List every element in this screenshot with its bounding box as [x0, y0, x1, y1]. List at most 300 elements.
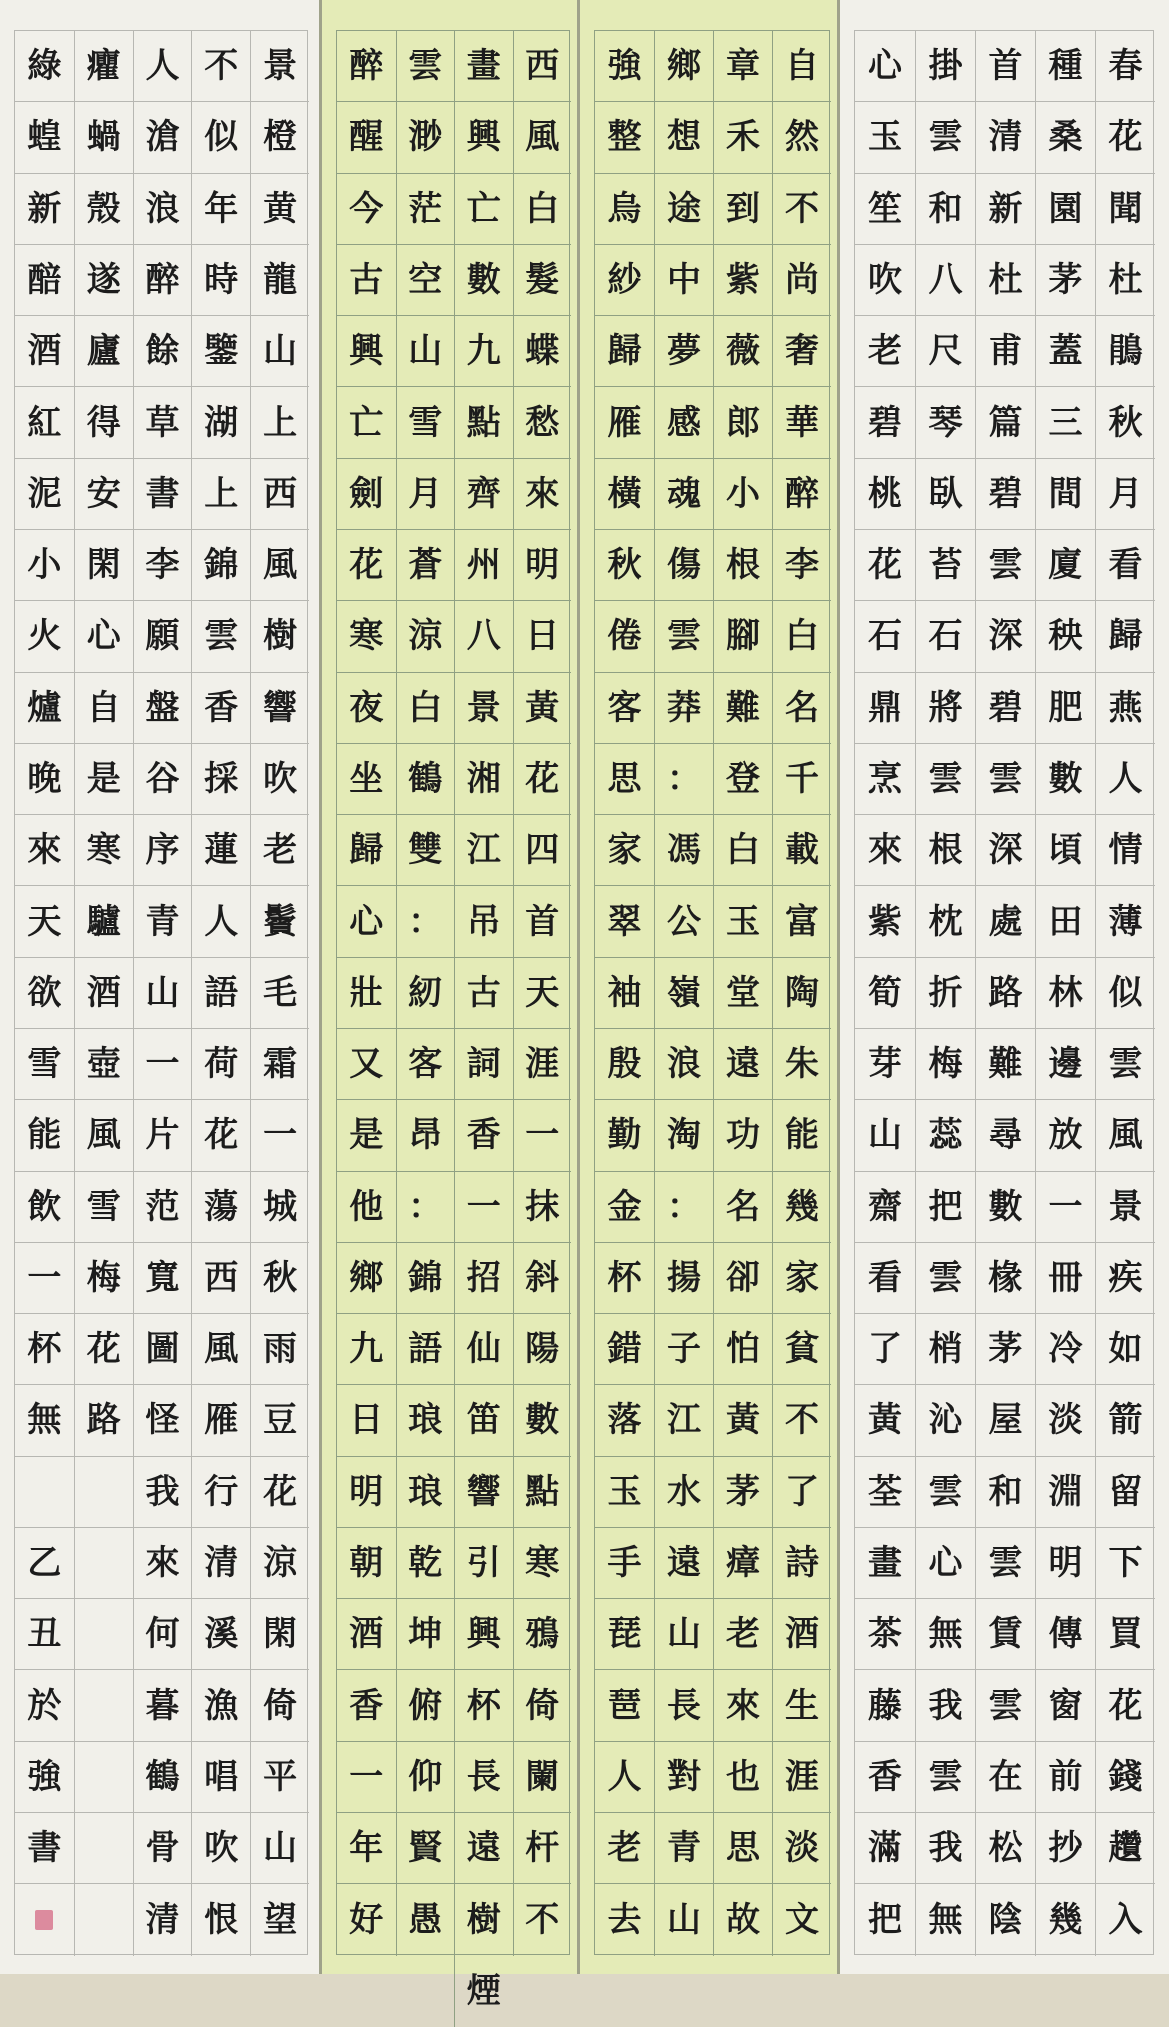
- character-cell: 無: [915, 1884, 975, 1955]
- character-cell: 家: [595, 815, 654, 886]
- character-cell: 鴉: [513, 1599, 572, 1670]
- character-cell: [74, 1457, 133, 1528]
- character-cell: 雲: [975, 530, 1035, 601]
- character-cell: 丑: [15, 1599, 74, 1670]
- character-cell: 桃: [855, 459, 915, 530]
- character-cell: 如: [1095, 1314, 1155, 1385]
- character-cell: 日: [513, 601, 572, 672]
- character-cell: 間: [1035, 459, 1095, 530]
- character-cell: 范: [133, 1172, 192, 1243]
- character-cell: 吹: [250, 744, 309, 815]
- character-cell: 心: [74, 601, 133, 672]
- character-cell: 酒: [772, 1599, 831, 1670]
- character-cell: ：: [654, 744, 713, 815]
- character-cell: 涼: [396, 601, 455, 672]
- character-cell: 山: [133, 958, 192, 1029]
- character-cell: 我: [133, 1457, 192, 1528]
- character-cell: 無: [915, 1599, 975, 1670]
- character-cell: 疾: [1095, 1243, 1155, 1314]
- character-cell: 歸: [1095, 601, 1155, 672]
- character-cell: 秋: [595, 530, 654, 601]
- character-cell: 茫: [396, 174, 455, 245]
- character-cell: 功: [713, 1100, 772, 1171]
- character-cell: 故: [713, 1884, 772, 1955]
- character-cell: 和: [915, 174, 975, 245]
- character-cell: 水: [654, 1457, 713, 1528]
- character-cell: 浪: [654, 1029, 713, 1100]
- character-cell: 荷: [191, 1029, 250, 1100]
- character-cell: 傷: [654, 530, 713, 601]
- character-cell: [74, 1528, 133, 1599]
- character-cell: 一: [454, 1172, 513, 1243]
- character-cell: 將: [915, 673, 975, 744]
- character-cell: 白: [772, 601, 831, 672]
- character-cell: 到: [713, 174, 772, 245]
- character-cell: 點: [454, 387, 513, 458]
- character-cell: 在: [975, 1742, 1035, 1813]
- character-cell: 闌: [513, 1742, 572, 1813]
- character-cell: 山: [855, 1100, 915, 1171]
- character-cell: 欲: [15, 958, 74, 1029]
- character-cell: 天: [513, 958, 572, 1029]
- character-cell: 香: [454, 1100, 513, 1171]
- character-cell: ：: [396, 886, 455, 957]
- character-cell: 年: [337, 1813, 396, 1884]
- character-cell: 心: [337, 886, 396, 957]
- character-cell: 是: [337, 1100, 396, 1171]
- character-cell: 雲: [915, 1243, 975, 1314]
- character-cell: 月: [396, 459, 455, 530]
- character-cell: 梢: [915, 1314, 975, 1385]
- character-cell: 渺: [396, 102, 455, 173]
- character-cell: 一: [337, 1742, 396, 1813]
- text-column: [133, 31, 192, 1956]
- character-cell: 石: [855, 601, 915, 672]
- character-cell: 傳: [1035, 1599, 1095, 1670]
- character-cell: 書: [133, 459, 192, 530]
- character-cell: 杯: [595, 1243, 654, 1314]
- character-cell: 尚: [772, 245, 831, 316]
- character-cell: 亡: [454, 174, 513, 245]
- character-cell: 平: [250, 1742, 309, 1813]
- character-cell: 首: [975, 31, 1035, 102]
- text-column: [772, 31, 831, 1956]
- character-cell: 詩: [772, 1528, 831, 1599]
- character-cell: 首: [513, 886, 572, 957]
- character-cell: 雲: [975, 744, 1035, 815]
- character-cell: 長: [454, 1742, 513, 1813]
- character-cell: 紅: [15, 387, 74, 458]
- character-cell: 湖: [191, 387, 250, 458]
- character-cell: 窗: [1035, 1670, 1095, 1741]
- character-cell: 和: [975, 1457, 1035, 1528]
- character-cell: 雙: [396, 815, 455, 886]
- character-cell: 山: [654, 1599, 713, 1670]
- character-cell: 書: [15, 1813, 74, 1884]
- character-cell: 又: [337, 1029, 396, 1100]
- character-cell: 我: [915, 1670, 975, 1741]
- character-cell: 抹: [513, 1172, 572, 1243]
- character-cell: 入: [1095, 1884, 1155, 1955]
- character-cell: 興: [454, 102, 513, 173]
- character-cell: 人: [133, 31, 192, 102]
- character-cell: 乾: [396, 1528, 455, 1599]
- text-column: [250, 31, 309, 1956]
- character-cell: 賢: [396, 1813, 455, 1884]
- character-cell: 草: [133, 387, 192, 458]
- character-cell: [74, 1670, 133, 1741]
- panel-3: [580, 0, 840, 1974]
- character-cell: 殼: [74, 174, 133, 245]
- character-cell: 滿: [855, 1813, 915, 1884]
- text-column: [1035, 31, 1095, 1956]
- character-cell: 亡: [337, 387, 396, 458]
- character-cell: 自: [74, 673, 133, 744]
- character-cell: 桑: [1035, 102, 1095, 173]
- character-cell: 富: [772, 886, 831, 957]
- character-cell: 秧: [1035, 601, 1095, 672]
- text-column: [337, 31, 396, 1956]
- character-cell: 對: [654, 1742, 713, 1813]
- character-cell: 片: [133, 1100, 192, 1171]
- character-cell: 魂: [654, 459, 713, 530]
- character-cell: 數: [513, 1385, 572, 1456]
- character-cell: 甫: [975, 316, 1035, 387]
- character-cell: 烹: [855, 744, 915, 815]
- character-cell: 黃: [513, 673, 572, 744]
- character-cell: 芽: [855, 1029, 915, 1100]
- character-cell: 林: [1035, 958, 1095, 1029]
- character-cell: 劍: [337, 459, 396, 530]
- character-cell: 長: [654, 1670, 713, 1741]
- character-cell: 心: [855, 31, 915, 102]
- character-cell: 似: [1095, 958, 1155, 1029]
- character-cell: 荃: [855, 1457, 915, 1528]
- character-cell: 鑒: [191, 316, 250, 387]
- character-cell: [74, 1742, 133, 1813]
- character-cell: 思: [595, 744, 654, 815]
- character-cell: 幾: [1035, 1884, 1095, 1955]
- character-cell: 上: [191, 459, 250, 530]
- character-cell: 淵: [1035, 1457, 1095, 1528]
- character-cell: 放: [1035, 1100, 1095, 1171]
- character-cell: 能: [772, 1100, 831, 1171]
- text-column: [191, 31, 250, 1956]
- character-cell: 路: [975, 958, 1035, 1029]
- character-cell: 橙: [250, 102, 309, 173]
- character-cell: 雲: [654, 601, 713, 672]
- character-cell: 風: [1095, 1100, 1155, 1171]
- character-cell: 藤: [855, 1670, 915, 1741]
- character-cell: 奢: [772, 316, 831, 387]
- character-cell: 途: [654, 174, 713, 245]
- character-cell: 琅: [396, 1385, 455, 1456]
- character-cell: 袖: [595, 958, 654, 1029]
- character-cell: 風: [74, 1100, 133, 1171]
- character-cell: 香: [855, 1742, 915, 1813]
- character-cell: 閑: [250, 1599, 309, 1670]
- character-cell: 他: [337, 1172, 396, 1243]
- character-cell: 家: [772, 1243, 831, 1314]
- character-cell: 上: [250, 387, 309, 458]
- character-cell: 錦: [191, 530, 250, 601]
- character-cell: 琴: [915, 387, 975, 458]
- character-cell: 秋: [250, 1243, 309, 1314]
- character-cell: 古: [454, 958, 513, 1029]
- character-cell: 望: [250, 1884, 309, 1955]
- character-cell: 子: [654, 1314, 713, 1385]
- character-cell: 壺: [74, 1029, 133, 1100]
- character-cell: 雲: [975, 1670, 1035, 1741]
- character-cell: 冊: [1035, 1243, 1095, 1314]
- character-cell: 屋: [975, 1385, 1035, 1456]
- character-cell: 錢: [1095, 1742, 1155, 1813]
- character-cell: 蝗: [15, 102, 74, 173]
- character-cell: 雨: [250, 1314, 309, 1385]
- character-cell: 中: [654, 245, 713, 316]
- character-cell: 於: [15, 1670, 74, 1741]
- character-cell: 涯: [513, 1029, 572, 1100]
- character-cell: 錦: [396, 1243, 455, 1314]
- character-cell: 把: [915, 1172, 975, 1243]
- character-cell: 壯: [337, 958, 396, 1029]
- text-column: [855, 31, 915, 1956]
- character-cell: 髮: [513, 245, 572, 316]
- text-column: [74, 31, 133, 1956]
- character-cell: 白: [713, 815, 772, 886]
- character-cell: 雲: [1095, 1029, 1155, 1100]
- character-cell: 田: [1035, 886, 1095, 957]
- character-cell: 燕: [1095, 673, 1155, 744]
- character-cell: 響: [250, 673, 309, 744]
- character-cell: 寒: [337, 601, 396, 672]
- character-cell: 畫: [454, 31, 513, 102]
- character-cell: [74, 1884, 133, 1955]
- character-cell: 朱: [772, 1029, 831, 1100]
- character-cell: 江: [654, 1385, 713, 1456]
- character-cell: 州: [454, 530, 513, 601]
- panel-4: [840, 0, 1169, 1974]
- character-cell: 八: [454, 601, 513, 672]
- character-cell: 蒼: [396, 530, 455, 601]
- character-cell: 齋: [855, 1172, 915, 1243]
- character-cell: [15, 1457, 74, 1528]
- character-cell: 琶: [595, 1670, 654, 1741]
- character-cell: 爐: [15, 673, 74, 744]
- character-cell: 筍: [855, 958, 915, 1029]
- character-cell: 看: [1095, 530, 1155, 601]
- character-cell: 癯: [74, 31, 133, 102]
- character-cell: 琵: [595, 1599, 654, 1670]
- character-cell: 涯: [772, 1742, 831, 1813]
- character-cell: 夢: [654, 316, 713, 387]
- character-cell: 聞: [1095, 174, 1155, 245]
- character-cell: 掛: [915, 31, 975, 102]
- character-cell: 強: [595, 31, 654, 102]
- character-cell: 蝸: [74, 102, 133, 173]
- character-cell: 雁: [595, 387, 654, 458]
- character-cell: 心: [915, 1528, 975, 1599]
- character-cell: [74, 1813, 133, 1884]
- character-cell: 難: [713, 673, 772, 744]
- character-cell: 怕: [713, 1314, 772, 1385]
- character-cell: 老: [595, 1813, 654, 1884]
- character-cell: 酒: [74, 958, 133, 1029]
- character-cell: 寬: [133, 1243, 192, 1314]
- character-cell: 山: [396, 316, 455, 387]
- character-cell: 醅: [15, 245, 74, 316]
- character-cell: 華: [772, 387, 831, 458]
- character-cell: 勤: [595, 1100, 654, 1171]
- character-cell: 能: [15, 1100, 74, 1171]
- character-cell: 千: [772, 744, 831, 815]
- character-cell: 白: [513, 174, 572, 245]
- character-cell: 人: [595, 1742, 654, 1813]
- character-cell: 吊: [454, 886, 513, 957]
- character-cell: 風: [250, 530, 309, 601]
- character-cell: 明: [513, 530, 572, 601]
- character-cell: 把: [868, 1899, 902, 1940]
- character-cell: 香: [191, 673, 250, 744]
- character-cell: 尺: [915, 316, 975, 387]
- character-cell: 鵑: [1095, 316, 1155, 387]
- character-cell: 畫: [855, 1528, 915, 1599]
- character-cell: 路: [74, 1385, 133, 1456]
- character-cell: 一: [250, 1100, 309, 1171]
- character-cell: 郎: [713, 387, 772, 458]
- character-cell: 趲: [1095, 1813, 1155, 1884]
- character-cell: 紗: [595, 245, 654, 316]
- character-cell: 西: [250, 459, 309, 530]
- character-cell: 秋: [1095, 387, 1155, 458]
- character-cell: 花: [337, 530, 396, 601]
- character-cell: 遠: [454, 1813, 513, 1884]
- character-grid: [336, 30, 570, 2012]
- character-cell: 閑: [74, 530, 133, 601]
- character-cell: 冷: [1035, 1314, 1095, 1385]
- character-cell: 行: [191, 1457, 250, 1528]
- character-cell: 興: [337, 316, 396, 387]
- character-cell: 驢: [74, 886, 133, 957]
- character-cell: 黃: [855, 1385, 915, 1456]
- character-cell: 數: [975, 1172, 1035, 1243]
- character-cell: 花: [1095, 1670, 1155, 1741]
- character-cell: 揚: [654, 1243, 713, 1314]
- character-cell: 邊: [1035, 1029, 1095, 1100]
- character-cell: 廈: [1035, 530, 1095, 601]
- character-cell: 梅: [74, 1243, 133, 1314]
- character-cell: 花: [855, 530, 915, 601]
- character-cell: 引: [454, 1528, 513, 1599]
- text-column: [915, 31, 975, 1956]
- character-cell: 園: [1035, 174, 1095, 245]
- character-cell: 杜: [975, 245, 1035, 316]
- character-cell: 蓋: [1035, 316, 1095, 387]
- character-cell: 綠: [15, 31, 74, 102]
- character-cell: 醉: [337, 31, 396, 102]
- character-cell: 錯: [595, 1314, 654, 1385]
- character-cell: 晚: [15, 744, 74, 815]
- character-cell: 歸: [337, 815, 396, 886]
- character-cell: 雪: [396, 387, 455, 458]
- character-cell: 谷: [133, 744, 192, 815]
- character-cell: 明: [337, 1457, 396, 1528]
- character-cell: 湘: [454, 744, 513, 815]
- character-cell: 愁: [513, 387, 572, 458]
- character-cell: 雲: [975, 1528, 1035, 1599]
- character-cell: 紫: [713, 245, 772, 316]
- character-cell: 載: [772, 815, 831, 886]
- character-cell: 不: [513, 1884, 572, 1955]
- character-cell: 年: [191, 174, 250, 245]
- character-cell: 詞: [454, 1029, 513, 1100]
- character-cell: 仙: [454, 1314, 513, 1385]
- character-cell: 骨: [133, 1813, 192, 1884]
- character-cell: 西: [191, 1243, 250, 1314]
- character-cell: 月: [1095, 459, 1155, 530]
- character-cell: 章: [713, 31, 772, 102]
- character-cell: 沁: [915, 1385, 975, 1456]
- character-cell: 夜: [337, 673, 396, 744]
- character-cell: 感: [654, 387, 713, 458]
- character-cell: 根: [915, 815, 975, 886]
- character-cell: 一: [513, 1100, 572, 1171]
- character-cell: 香: [337, 1670, 396, 1741]
- character-cell: 蕩: [191, 1172, 250, 1243]
- character-cell: 昂: [396, 1100, 455, 1171]
- character-cell: 整: [595, 102, 654, 173]
- character-cell: 了: [855, 1314, 915, 1385]
- character-cell: 斜: [513, 1243, 572, 1314]
- character-cell: 風: [191, 1314, 250, 1385]
- character-cell: 四: [513, 815, 572, 886]
- character-cell: 玉: [713, 886, 772, 957]
- character-cell: 腳: [713, 601, 772, 672]
- character-cell: 手: [595, 1528, 654, 1599]
- character-cell: 莽: [654, 673, 713, 744]
- character-cell: 江: [454, 815, 513, 886]
- character-cell: 興: [454, 1599, 513, 1670]
- character-grid: [854, 30, 1154, 1955]
- character-cell: 點: [513, 1457, 572, 1528]
- character-cell: 名: [772, 673, 831, 744]
- character-cell: 春: [1095, 31, 1155, 102]
- character-grid: [594, 30, 830, 1955]
- character-cell: 豆: [250, 1385, 309, 1456]
- character-cell: 明: [1035, 1528, 1095, 1599]
- character-cell: 陽: [513, 1314, 572, 1385]
- character-cell: 來: [513, 459, 572, 530]
- character-cell: 古: [337, 245, 396, 316]
- character-cell: 山: [250, 316, 309, 387]
- character-cell: 日: [337, 1385, 396, 1456]
- character-cell: 碧: [855, 387, 915, 458]
- character-cell: 朝: [337, 1528, 396, 1599]
- character-cell: 浪: [133, 174, 192, 245]
- character-cell: 賃: [975, 1599, 1035, 1670]
- character-cell: 白: [396, 673, 455, 744]
- character-cell: 深: [975, 601, 1035, 672]
- character-cell: 來: [133, 1528, 192, 1599]
- character-cell: ：: [396, 1172, 455, 1243]
- character-cell: 歸: [595, 316, 654, 387]
- text-column: [1095, 31, 1155, 1956]
- character-cell: 寒: [513, 1528, 572, 1599]
- character-cell: 空: [396, 245, 455, 316]
- character-cell: 序: [133, 815, 192, 886]
- text-column: [713, 31, 772, 1956]
- character-cell: 人: [1095, 744, 1155, 815]
